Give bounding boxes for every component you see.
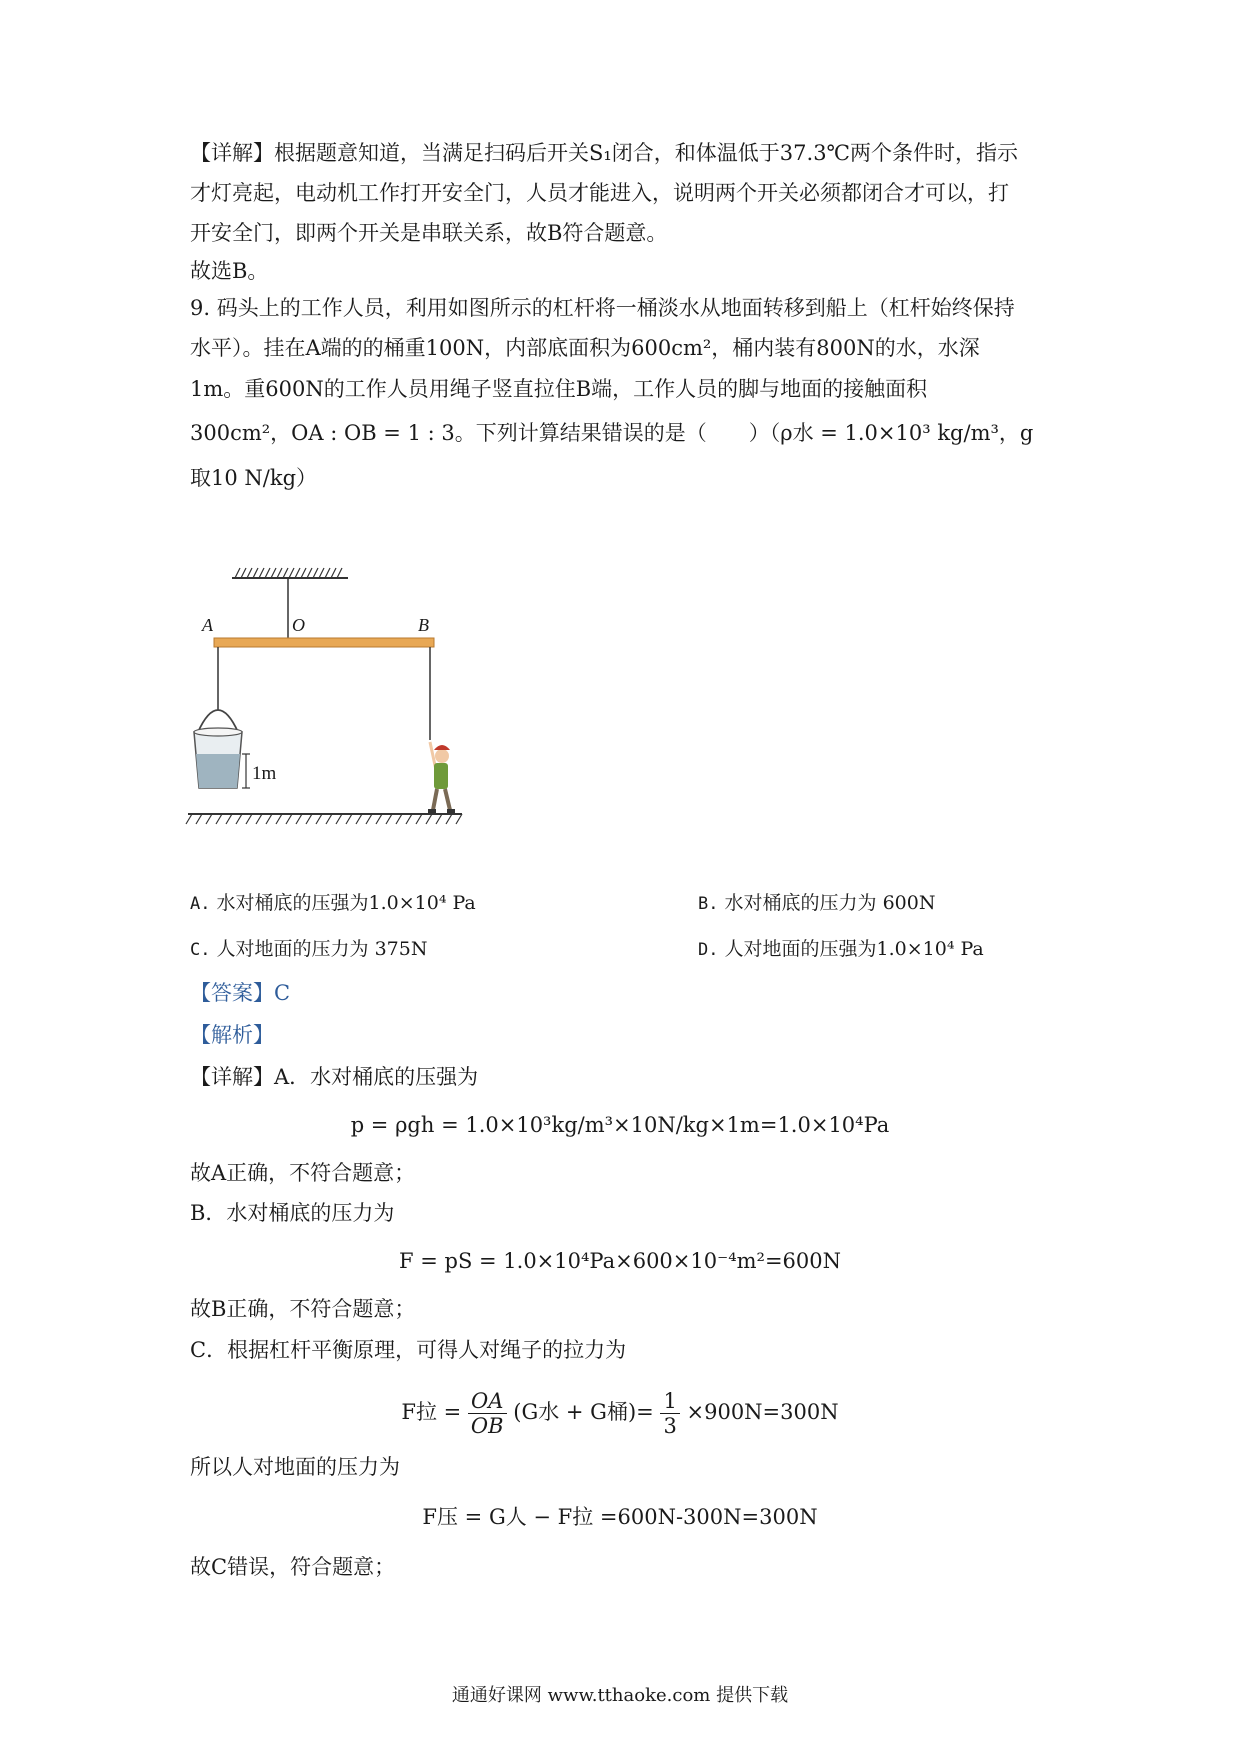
- detail-b-formula: F = pS = 1.0×10⁴Pa×600×10⁻⁴m²=600N: [398, 1249, 841, 1273]
- c-frac2-num: 1: [660, 1389, 679, 1414]
- option-d-text: 人对地面的压强为1.0×10⁴ Pa: [724, 938, 984, 960]
- option-b-text: 水对桶底的压力为 600N: [724, 892, 936, 914]
- option-a: [190, 888, 476, 919]
- depth-marker: [242, 754, 250, 788]
- water-bucket-icon: [194, 710, 242, 788]
- option-d: [698, 934, 984, 965]
- ceiling-support: [232, 568, 348, 638]
- prev-detail-line-1: 【详解】根据题意知道，当满足扫码后开关S₁闭合，和体温低于37.3℃两个条件时，指示: [190, 141, 1019, 165]
- ground: [186, 814, 462, 824]
- answer-label: 【答案】C: [190, 981, 291, 1005]
- detail-a-formula: p = ρgh = 1.0×10³kg/m³×10N/kg×1m=1.0×10⁴Pa: [350, 1113, 890, 1137]
- option-c-text: 人对地面的压力为 375N: [216, 938, 428, 960]
- question-line-5: 取10 N/kg）: [190, 466, 318, 490]
- question-line-2: 水平）。挂在A端的的桶重100N，内部底面积为600cm²，桶内装有800N的水，水深: [190, 336, 980, 360]
- c-fraction-one-third: [660, 1389, 679, 1438]
- c-fraction-oa-ob: [468, 1389, 507, 1438]
- detail-a-conclusion: 故A正确，不符合题意；: [190, 1161, 416, 1185]
- footer-text: 通通好课网 www.tthaoke.com 提供下载: [451, 1685, 789, 1706]
- c-formula-rhs: ×900N=300N: [686, 1400, 839, 1424]
- c-formula-lhs: F拉 =: [401, 1400, 462, 1424]
- detail-c-intro: C．根据杠杆平衡原理，可得人对绳子的拉力为: [190, 1338, 627, 1362]
- analysis-label: 【解析】: [190, 1023, 274, 1047]
- detail-a-intro: 【详解】A．水对桶底的压强为: [190, 1065, 479, 1089]
- worker-icon: [428, 742, 455, 813]
- c-formula-mid: (G水 + G桶)=: [513, 1400, 654, 1424]
- depth-label: 1m: [252, 763, 277, 784]
- prev-detail-line-4: 故选B。: [190, 259, 269, 283]
- prev-detail-line-3: 开安全门，即两个开关是串联关系，故B符合题意。: [190, 221, 668, 245]
- option-a-letter: A.: [190, 894, 211, 914]
- detail-b-conclusion: 故B正确，不符合题意；: [190, 1297, 416, 1321]
- detail-c-intro-2: 所以人对地面的压力为: [190, 1455, 400, 1479]
- c-frac-den: OB: [470, 1414, 504, 1438]
- label-a: A: [202, 615, 213, 635]
- detail-b-intro: B．水对桶底的压力为: [190, 1201, 395, 1225]
- detail-c-conclusion: 故C错误，符合题意；: [190, 1555, 396, 1579]
- option-c: [190, 934, 427, 965]
- detail-c-formula: [0, 1386, 1240, 1438]
- lever-beam: [214, 638, 434, 647]
- c-frac-num: OA: [468, 1389, 507, 1414]
- option-c-letter: C.: [190, 940, 211, 960]
- question-line-4: 300cm²，OA : OB = 1 : 3。下列计算结果错误的是（ ）（ρ水 = 1.0×10³ kg/m³，g: [190, 421, 1034, 445]
- label-b: B: [418, 615, 429, 635]
- option-b: [698, 888, 935, 919]
- prev-detail-line-2: 才灯亮起，电动机工作打开安全门，人员才能进入，说明两个开关必须都闭合才可以，打: [190, 181, 1009, 205]
- c-frac2-den: 3: [663, 1414, 677, 1438]
- label-o: O: [292, 615, 305, 635]
- question-line-3: 1m。重600N的工作人员用绳子竖直拉住B端，工作人员的脚与地面的接触面积: [190, 377, 928, 401]
- question-line-1: 9. 码头上的工作人员，利用如图所示的杠杆将一桶淡水从地面转移到船上（杠杆始终保持: [190, 296, 1015, 320]
- option-d-letter: D.: [698, 940, 719, 960]
- lever-diagram: [180, 560, 480, 840]
- detail-c-formula-2: F压 = G人 − F拉 =600N-300N=300N: [422, 1505, 818, 1529]
- option-b-letter: B.: [698, 894, 719, 914]
- option-a-text: 水对桶底的压强为1.0×10⁴ Pa: [216, 892, 476, 914]
